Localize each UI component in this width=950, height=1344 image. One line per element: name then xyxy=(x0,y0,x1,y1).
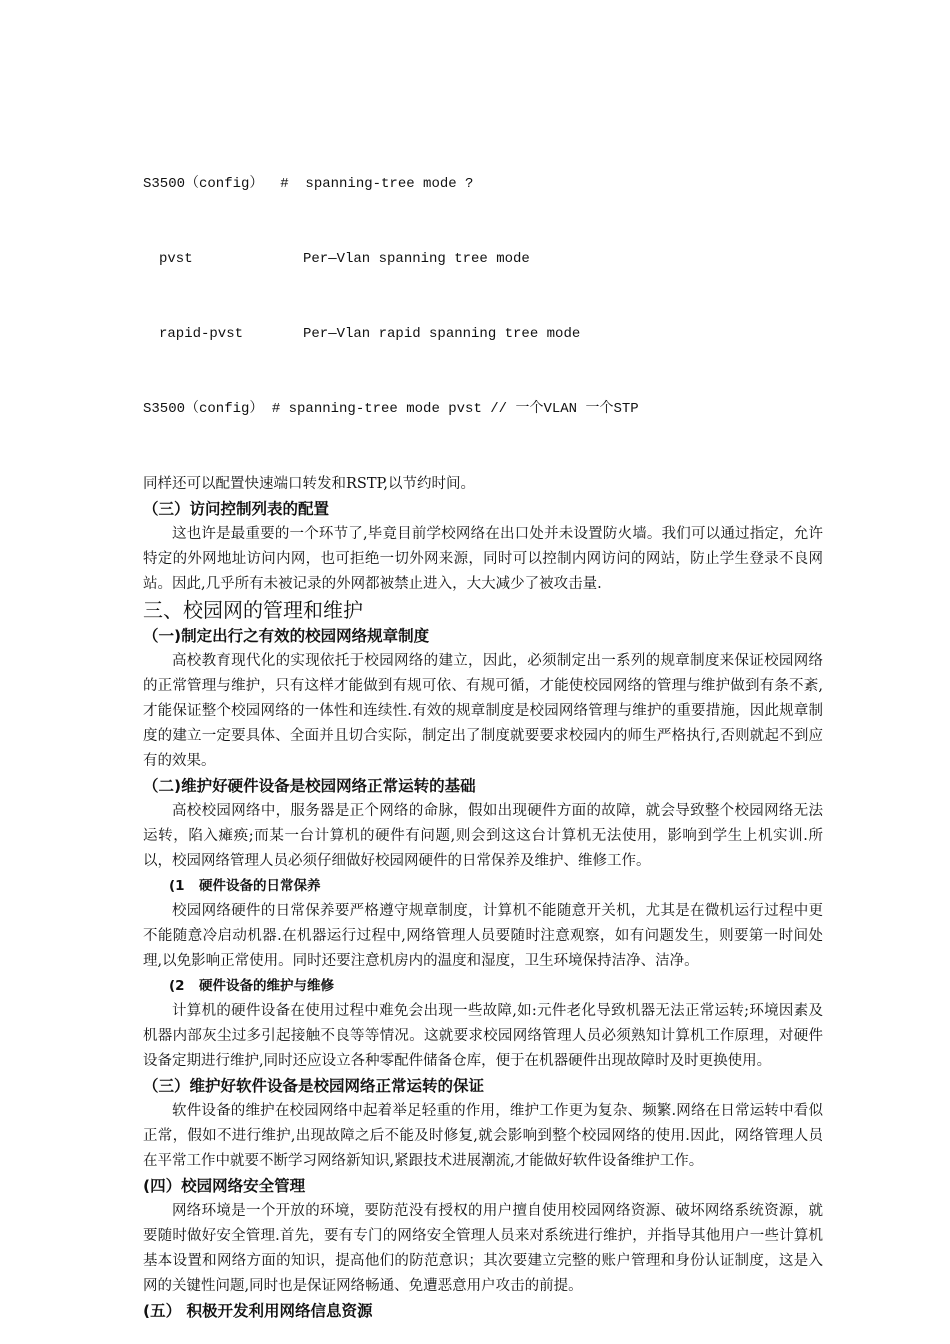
chapter-heading: 三、校园网的管理和维护 xyxy=(143,598,363,622)
subheading-maintenance xyxy=(143,874,823,899)
heading-acl: （三）访问控制列表的配置 xyxy=(143,500,330,518)
paragraph-rstp: 同样还可以配置快速端口转发和RSTP,以节约时间。 xyxy=(143,476,475,492)
code-option-rapid-pvst xyxy=(143,322,823,347)
subheading-title: 硬件设备的维护与维修 xyxy=(199,978,334,994)
paragraph-security: 网络环境是一个开放的环境，要防范没有授权的用户擅自使用校园网络资源、破坏网络系统资源，就要随时做好安全管理.首先，要有专门的网络安全管理人员来对系统进行维护，并指导其他用户一些计算机基本设置和网络方面的知识，提高他们的防范意识；其次要建立完整的账户管理和身份认证制度，这是入网的关键性问题,同时也是保证网络畅通、免遭恶意用户攻击的前提。 xyxy=(143,1203,823,1294)
option-desc: Per—Vlan rapid spanning tree mode xyxy=(303,326,581,342)
paragraph-hardware: 高校校园网络中，服务器是正个网络的命脉，假如出现硬件方面的故障，就会导致整个校园网络无法运转，陷入瘫痪;而某一台计算机的硬件有问题,则会到这这台计算机无法使用，影响到学生上机实训.所以，校园网络管理人员必须仔细做好校园网硬件的日常保养及维护、维修工作。 xyxy=(143,803,823,869)
paragraph-software: 软件设备的维护在校园网络中起着举足轻重的作用，维护工作更为复杂、频繁.网络在日常运转中看似正常，假如不进行维护,出现故障之后不能及时修复,就会影响到整个校园网络的使用.因此，网络管理人员在平常工作中就要不断学习网络新知识,紧跟技术进展潮流,才能做好软件设备维护工作。 xyxy=(143,1103,823,1169)
code-option-pvst xyxy=(143,247,823,272)
paragraph-rules: 高校教育现代化的实现依托于校园网络的建立，因此，必须制定出一系列的规章制度来保证校园网络的正常管理与维护，只有这样才能做到有规可依、有规可循，才能使校园网络的管理与维护做到有条不紊,才能保证整个校园网络的一体性和连续性.有效的规章制度是校园网络管理与维护的重要措施，因此规章制度的建立一定要具体、全面并且切合实际，制定出了制度就要要求校园内的师生严格执行,否则就起不到应有的效果。 xyxy=(143,653,823,769)
subheading-title: 硬件设备的日常保养 xyxy=(199,878,321,894)
heading-rules: （一)制定出行之有效的校园网络规章制度 xyxy=(143,627,430,645)
code-line-mode-set: S3500（config） # spanning-tree mode pvst // 一个VLAN 一个STP xyxy=(143,401,639,417)
document-page xyxy=(143,122,823,1324)
heading-security: (四）校园网络安全管理 xyxy=(143,1177,306,1195)
option-name: pvst xyxy=(159,251,193,267)
heading-software: （三）维护好软件设备是校园网络正常运转的保证 xyxy=(143,1077,485,1095)
option-name: rapid-pvst xyxy=(159,326,244,342)
subheading-repair xyxy=(143,974,823,999)
paragraph-repair: 计算机的硬件设备在使用过程中难免会出现一些故障,如:元件老化导致机器无法正常运转;环境因素及机器内部灰尘过多引起接触不良等等情况。这就要求校园网络管理人员必须熟知计算机工作原理，对硬件设备定期进行维护,同时还应设立各种零配件储备仓库，便于在机器硬件出现故障时及时更换使用。 xyxy=(143,1003,823,1069)
heading-resources: (五） 积极开发利用网络信息资源 xyxy=(143,1302,373,1320)
code-line-mode-query: S3500（config） # spanning-tree mode ? xyxy=(143,176,474,192)
paragraph-acl: 这也许是最重要的一个环节了,毕竟目前学校网络在出口处并未设置防火墙。我们可以通过指定，允许特定的外网地址访问内网，也可拒绝一切外网来源，同时可以控制内网访问的网站，防止学生登录不良网站。因此,几乎所有未被记录的外网都被禁止进入，大大减少了被攻击量. xyxy=(143,526,823,592)
heading-hardware: （二)维护好硬件设备是校园网络正常运转的基础 xyxy=(143,777,476,795)
paragraph-maintenance: 校园网络硬件的日常保养要严格遵守规章制度，计算机不能随意开关机，尤其是在微机运行过程中更不能随意冷启动机器.在机器运行过程中,网络管理人员要随时注意观察，如有问题发生，则要第一时间处理,以免影响正常使用。同时还要注意机房内的温度和湿度，卫生环境保持洁净、洁净。 xyxy=(143,903,823,969)
subheading-number: (1 xyxy=(169,878,185,894)
subheading-number: (2 xyxy=(169,978,185,994)
option-desc: Per—Vlan spanning tree mode xyxy=(303,251,530,267)
code-block xyxy=(143,122,823,472)
